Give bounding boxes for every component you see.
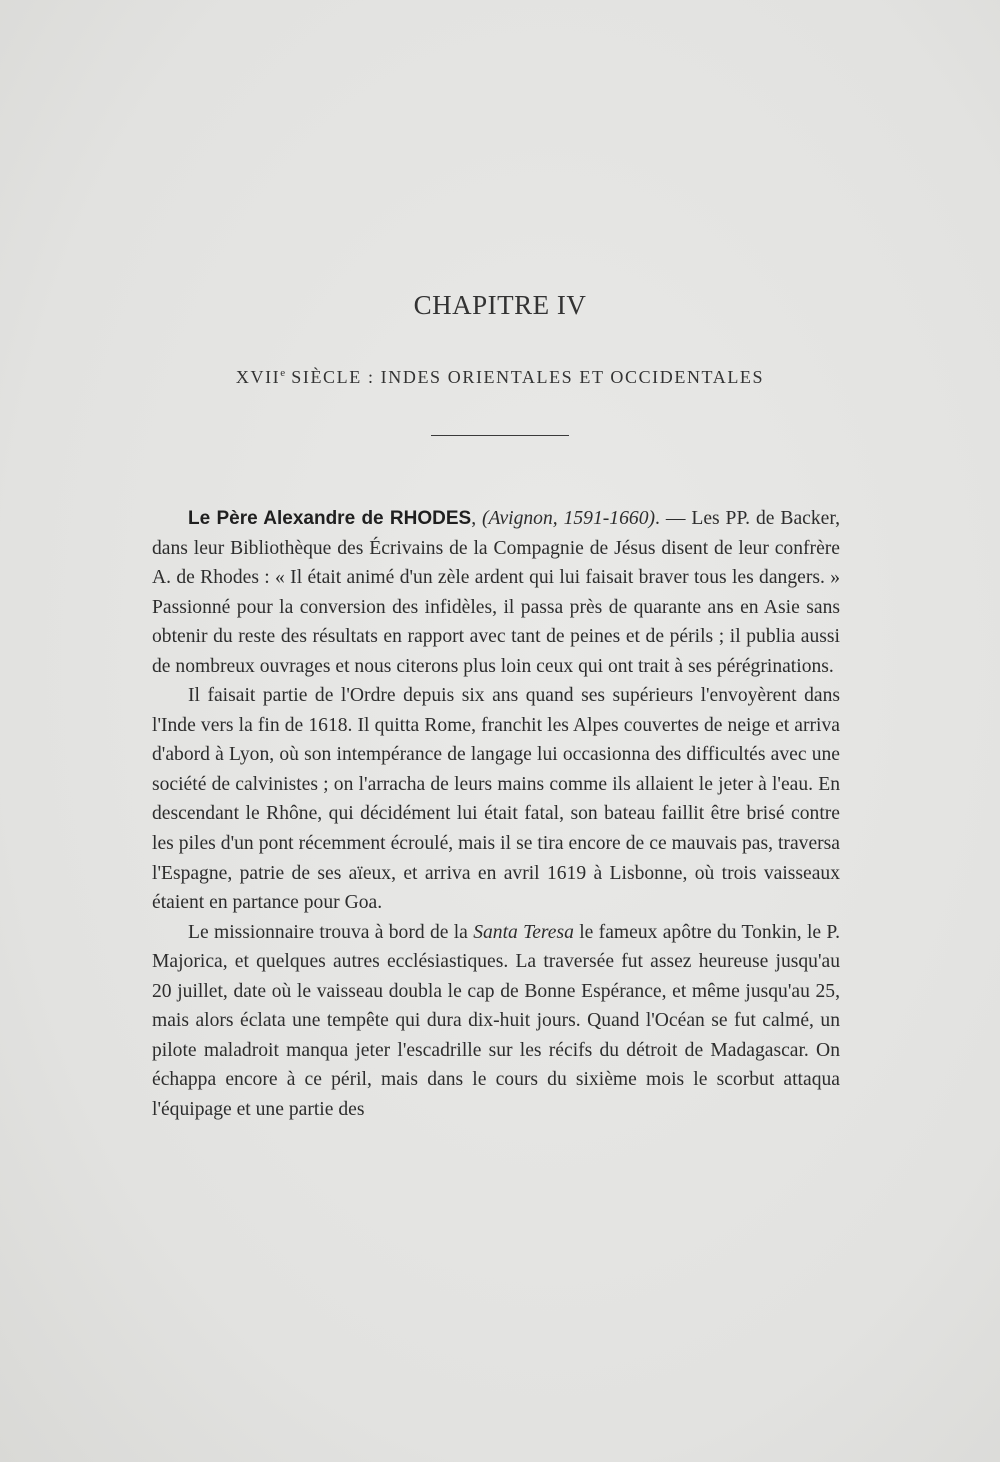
ship-name: Santa Teresa xyxy=(473,921,574,943)
subtitle-century-suffix: e xyxy=(280,367,286,379)
subtitle-text: SIÈCLE : INDES ORIENTALES ET OCCIDENTALES xyxy=(285,367,765,387)
paragraph-3-start: Le missionnaire trouva à bord de la xyxy=(188,921,474,943)
paragraph-2: Il faisait partie de l'Ordre depuis six ans quand ses supérieurs l'envoyèrent dans l'Inde vers la fin de 1618. Il quitta Rome, franchit les Alpes couvertes de neige et arriva d'abord à Lyon, où son intempérance de langage lui occasionna des difficultés avec une société de calvinistes ; on l'arracha de leurs mains comme ils allaient le jeter à l'eau. En descendant le Rhône, qui décidément lui était fatal, son bateau faillit être brisé contre les piles d'un pont récemment écroulé, mais il se tira encore de ce mauvais pas, traversa l'Espagne, patrie de ses aïeux, et arriva en avril 1619 à Lisbonne, où trois vaisseaux étaient en partance pour Goa. xyxy=(152,685,840,914)
paragraph-3 xyxy=(152,918,840,1125)
chapter-subtitle xyxy=(0,367,1000,388)
chapter-title: CHAPITRE IV xyxy=(413,290,587,320)
place-dates: (Avignon, 1591-1660) xyxy=(482,508,656,529)
body-text xyxy=(152,504,840,1124)
paragraph-1 xyxy=(152,504,840,681)
subject-name: Le Père Alexandre de RHODES xyxy=(188,508,472,529)
paragraph-3-rest: le fameux apôtre du Tonkin, le P. Majorica, et quelques autres ecclésiastiques. La traversée fut assez heureuse jusqu'au 20 juillet, date où le vaisseau doubla le cap de Bonne Espérance, et même jusqu'au 25, mais alors éclata une tempête qui dura dix-huit jours. Quand l'Océan se fut calmé, un pilote maladroit manqua jeter l'escadrille sur les récifs du détroit de Madagascar. On échappa encore à ce péril, mais dans le cours du sixième mois le scorbut attaqua l'équipage et une partie des xyxy=(152,921,841,1120)
name-separator: , xyxy=(471,508,483,529)
title-divider xyxy=(431,435,569,436)
subtitle-century: XVII xyxy=(235,367,281,387)
paragraph-1-text: . — Les PP. de Backer, dans leur Bibliothèque des Écrivains de la Compagnie de Jésus disent de leur confrère A. de Rhodes : « Il était animé d'un zèle ardent qui lui faisait braver tous les dangers. » Passionné pour la conversion des infidèles, il passa près de quarante ans en Asie sans obtenir du reste des résultats en rapport avec tant de peines et de périls ; il publia aussi de nombreux ouvrages et nous citerons plus loin ceux qui ont trait à ses pérégrinations. xyxy=(152,508,840,677)
